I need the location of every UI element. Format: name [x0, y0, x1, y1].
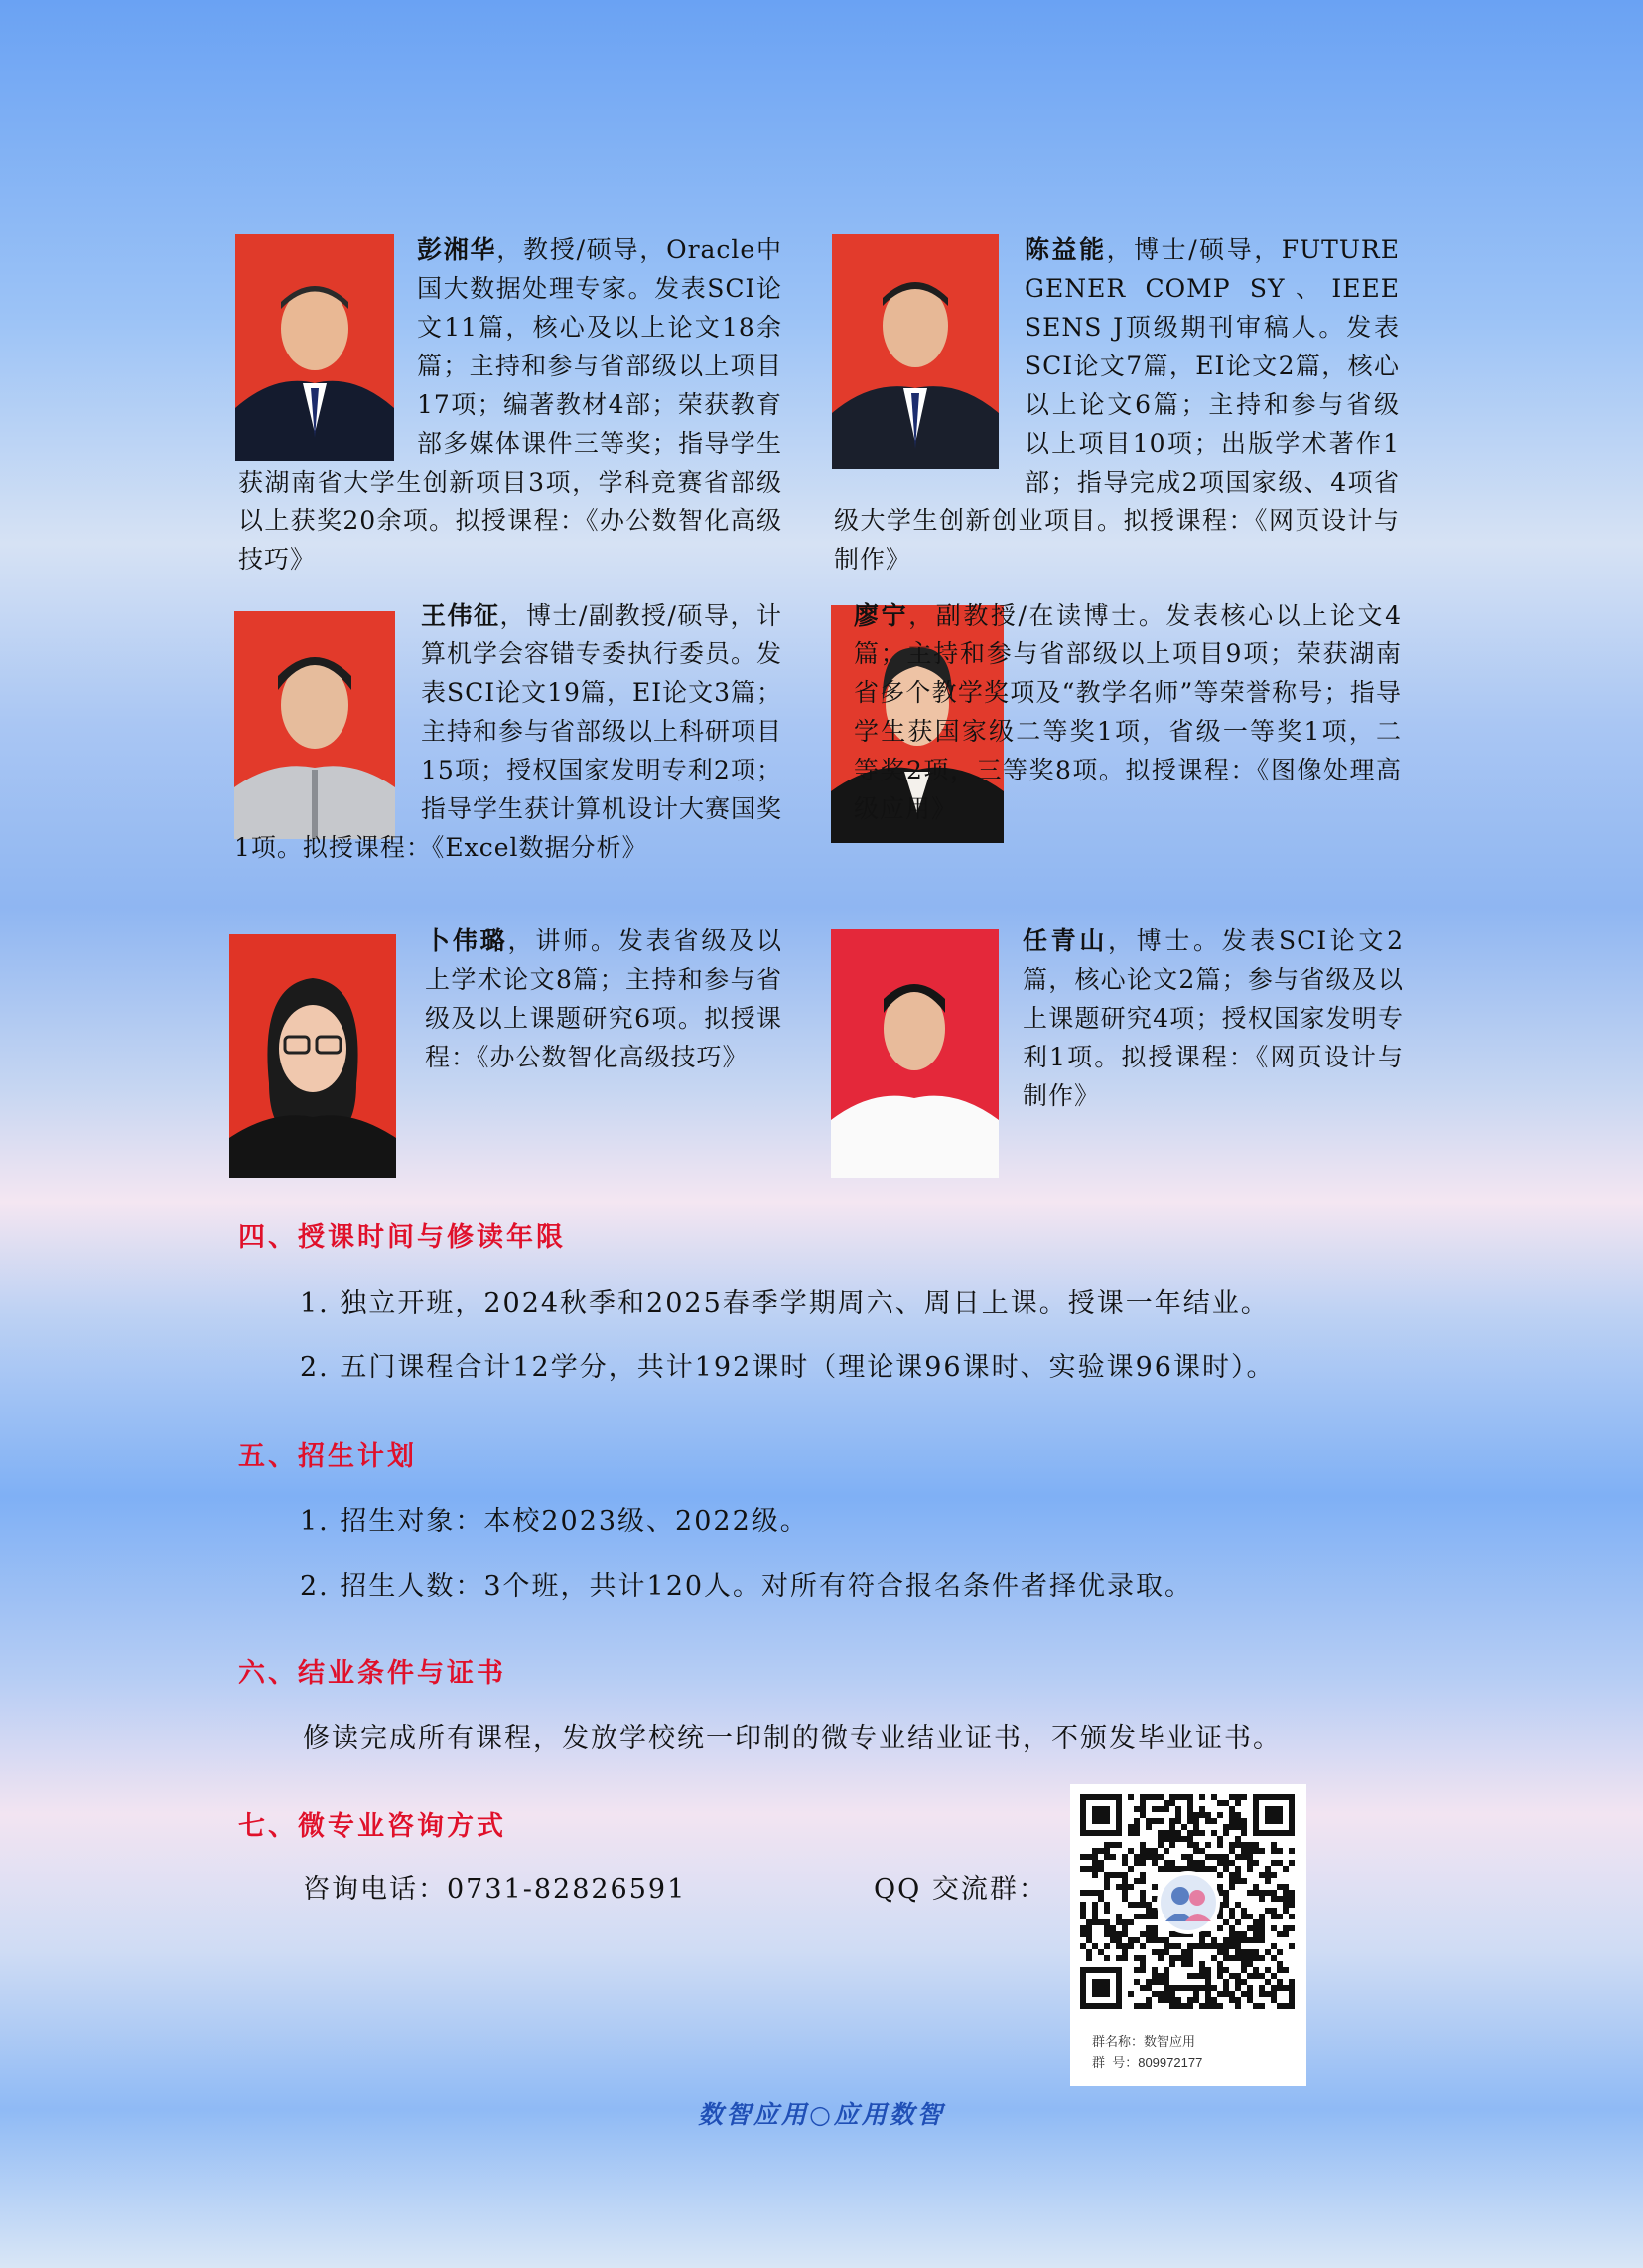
qq-group-label: QQ 交流群：	[874, 1874, 1047, 1905]
qr-code-icon	[1070, 1784, 1306, 2021]
teacher-name-2: 陈益能	[1025, 235, 1107, 264]
section-6-text: 修读完成所有课程，发放学校统一印制的微专业结业证书，不颁发毕业证书。	[303, 1723, 1282, 1754]
section-5-title: 五、招生计划	[238, 1441, 417, 1472]
teacher-name-6: 任青山	[1023, 926, 1108, 955]
teacher-name-1: 彭湘华	[417, 235, 497, 264]
teacher-bio-2: 陈益能，博士/硕导，FUTURE GENER COMP SY、IEEE SENS J顶级期刊审稿人。发表SCI论文7篇，EI论文2篇，核心以上论文6篇；主持和参与省级以上项目10项；出版学术著作1部；指导完成2项国家级、4项省级大学生创新创业项目。拟授课程：《网页设计与制作》	[834, 235, 1400, 574]
teacher-bio-1: 彭湘华，教授/硕导，Oracle中国大数据处理专家。发表SCI论文11篇，核心及以上论文18余篇；主持和参与省部级以上项目17项；编著教材4部；荣获教育部多媒体课件三等奖；指导学生获湖南省大学生创新项目3项，学科竞赛省部级以上获奖20余项。拟授课程：《办公数智化高级技巧》	[238, 235, 782, 574]
qr-group-name: 群名称：数智应用	[1092, 2034, 1196, 2049]
teacher-bio-6: 任青山，博士。发表SCI论文2篇，核心论文2篇；参与省级及以上课题研究4项；授权国家发明专利1项。拟授课程：《网页设计与制作》	[1023, 926, 1404, 1110]
section-7-title: 七、微专业咨询方式	[238, 1811, 506, 1842]
qr-group-number: 群 号：809972177	[1092, 2055, 1203, 2070]
section-4-title: 四、授课时间与修读年限	[238, 1222, 566, 1253]
teacher-name-5: 卜伟璐	[425, 926, 508, 955]
teacher-photo-6	[831, 929, 999, 1178]
teacher-photo-5	[229, 934, 396, 1178]
contact-phone: 咨询电话：0731-82826591	[303, 1874, 687, 1905]
section-5-item-1: 1. 招生对象：本校2023级、2022级。	[300, 1506, 809, 1537]
section-5-item-2: 2. 招生人数：3个班，共计120人。对所有符合报名条件者择优录取。	[300, 1571, 1194, 1602]
teacher-bio-4: 廖宁，副教授/在读博士。发表核心以上论文4篇；主持和参与省部级以上项目9项；荣获湖南省多个教学奖项及“教学名师”等荣誉称号；指导学生获国家级二等奖1项，省级一等奖1项，二等奖2项，三等奖8项。拟授课程：《图像处理高级应用》	[854, 601, 1402, 823]
section-6-title: 六、结业条件与证书	[238, 1658, 506, 1689]
teacher-bio-5: 卜伟璐，讲师。发表省级及以上学术论文8篇；主持和参与省级及以上课题研究6项。拟授课程：《办公数智化高级技巧》	[425, 926, 782, 1071]
footer-slogan: 数智应用○应用数智	[698, 2100, 945, 2129]
qq-group-qr-code[interactable]	[1070, 1784, 1306, 2086]
teacher-name-3: 王伟征	[421, 601, 500, 630]
teacher-name-4: 廖宁	[854, 601, 909, 630]
teacher-bio-3: 王伟征，博士/副教授/硕导，计算机学会容错专委执行委员。发表SCI论文19篇，EI论文3篇；主持和参与省部级以上科研项目15项；授权国家发明专利2项；指导学生获计算机设计大赛国奖1项。拟授课程：《Excel数据分析》	[234, 601, 783, 862]
section-4-item-2: 2. 五门课程合计12学分，共计192课时（理论课96课时、实验课96课时）。	[300, 1352, 1276, 1383]
section-4-item-1: 1. 独立开班，2024秋季和2025春季学期周六、周日上课。授课一年结业。	[300, 1288, 1270, 1319]
